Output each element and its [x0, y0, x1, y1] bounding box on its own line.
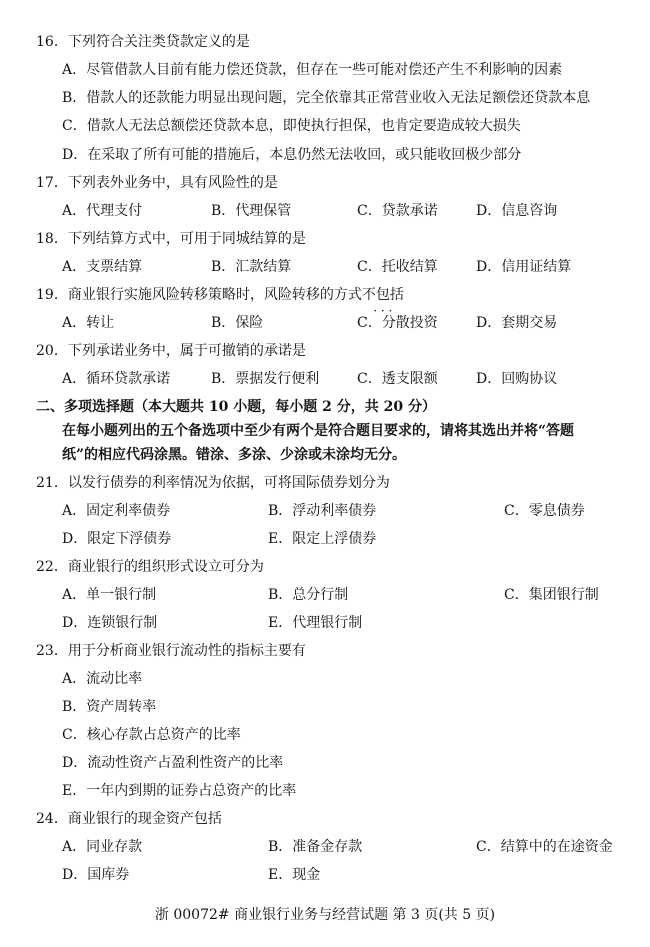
question-16-option-c: C．借款人无法总额偿还贷款本息，即使执行担保，也肯定要造成较大损失: [62, 118, 521, 134]
question-23-option-b: B．资产周转率: [62, 699, 157, 715]
question-23-option-e: E．一年内到期的证券占总资产的比率: [62, 783, 297, 799]
question-21-option-c: C．零息债券: [504, 503, 585, 519]
question-22-option-b: B．总分行制: [268, 587, 349, 603]
question-20-stem: 20．下列承诺业务中，属于可撤销的承诺是: [36, 343, 306, 359]
question-24-option-c: C．结算中的在途资金: [476, 839, 613, 855]
question-23-option-a: A．流动比率: [62, 671, 143, 687]
question-23-option-d: D．流动性资产占盈利性资产的比率: [62, 755, 284, 771]
question-21-option-d: D．限定下浮债券: [62, 531, 172, 547]
page-footer: 浙 00072# 商业银行业务与经营试题 第 3 页(共 5 页): [154, 907, 496, 923]
question-16-option-b: B．借款人的还款能力明显出现问题，完全依靠其正常营业收入无法足额偿还贷款本息: [62, 90, 591, 106]
question-18-option-b: B．汇款结算: [211, 259, 292, 275]
question-23-stem: 23．用于分析商业银行流动性的指标主要有: [36, 643, 306, 659]
question-24-option-b: B．准备金存款: [268, 839, 363, 855]
question-24-option-d: D．国库券: [62, 867, 130, 883]
question-22-option-c: C．集团银行制: [504, 587, 599, 603]
question-16-stem: 16．下列符合关注类贷款定义的是: [36, 34, 250, 50]
question-17-option-a: A．代理支付: [62, 203, 143, 219]
question-21-stem: 21．以发行债券的利率情况为依据，可将国际债券划分为: [36, 475, 390, 491]
question-21-option-a: A．固定利率债券: [62, 503, 171, 519]
question-17-option-c: C．贷款承诺: [357, 203, 438, 219]
question-20-option-c: C．透支限额: [357, 371, 438, 387]
question-18-option-c: C．托收结算: [357, 259, 438, 275]
question-19-stem: [36, 285, 404, 305]
question-21-option-b: B．浮动利率债券: [268, 503, 377, 519]
question-22-option-e: E．代理银行制: [268, 615, 363, 631]
question-18-option-a: A．支票结算: [62, 259, 143, 275]
question-19-option-c: C．分散投资: [357, 315, 438, 331]
question-19-option-d: D．套期交易: [476, 315, 558, 331]
question-19-stem-text: 19．商业银行实施风险转移策略时，风险转移的方式: [36, 287, 362, 303]
question-21-option-e: E．限定上浮债券: [268, 531, 377, 547]
section-2-instruction-line1: 在每小题列出的五个备选项中至少有两个是符合题目要求的，请将其选出并将“答题: [62, 423, 575, 439]
question-19-option-a: A．转让: [62, 315, 115, 331]
question-18-option-d: D．信用证结算: [476, 259, 572, 275]
question-20-option-b: B．票据发行便利: [211, 371, 320, 387]
question-22-stem: 22．商业银行的组织形式设立可分为: [36, 559, 264, 575]
question-16-option-a: A．尽管借款人目前有能力偿还贷款，但存在一些可能对偿还产生不利影响的因素: [62, 62, 563, 78]
question-20-option-d: D．回购协议: [476, 371, 558, 387]
question-18-stem: 18．下列结算方式中，可用于同城结算的是: [36, 231, 306, 247]
question-17-stem: 17．下列表外业务中，具有风险性的是: [36, 175, 278, 191]
section-2-title: 二、多项选择题（本大题共 10 小题，每小题 2 分，共 20 分）: [36, 399, 436, 415]
question-20-option-a: A．循环贷款承诺: [62, 371, 171, 387]
question-22-option-a: A．单一银行制: [62, 587, 157, 603]
question-22-option-d: D．连锁银行制: [62, 615, 158, 631]
question-24-option-a: A．同业存款: [62, 839, 143, 855]
emphasis-not-included: 不包括 · · ·: [362, 285, 404, 305]
question-24-option-e: E．现金: [268, 867, 321, 883]
question-17-option-d: D．信息咨询: [476, 203, 558, 219]
question-24-stem: 24．商业银行的现金资产包括: [36, 811, 222, 827]
question-23-option-c: C．核心存款占总资产的比率: [62, 727, 241, 743]
question-16-option-d: D．在采取了所有可能的措施后，本息仍然无法收回，或只能收回极少部分: [62, 147, 522, 163]
question-19-option-b: B．保险: [211, 315, 264, 331]
question-17-option-b: B．代理保管: [211, 203, 292, 219]
section-2-instruction-line2: 纸”的相应代码涂黑。错涂、多涂、少涂或未涂均无分。: [62, 447, 407, 463]
